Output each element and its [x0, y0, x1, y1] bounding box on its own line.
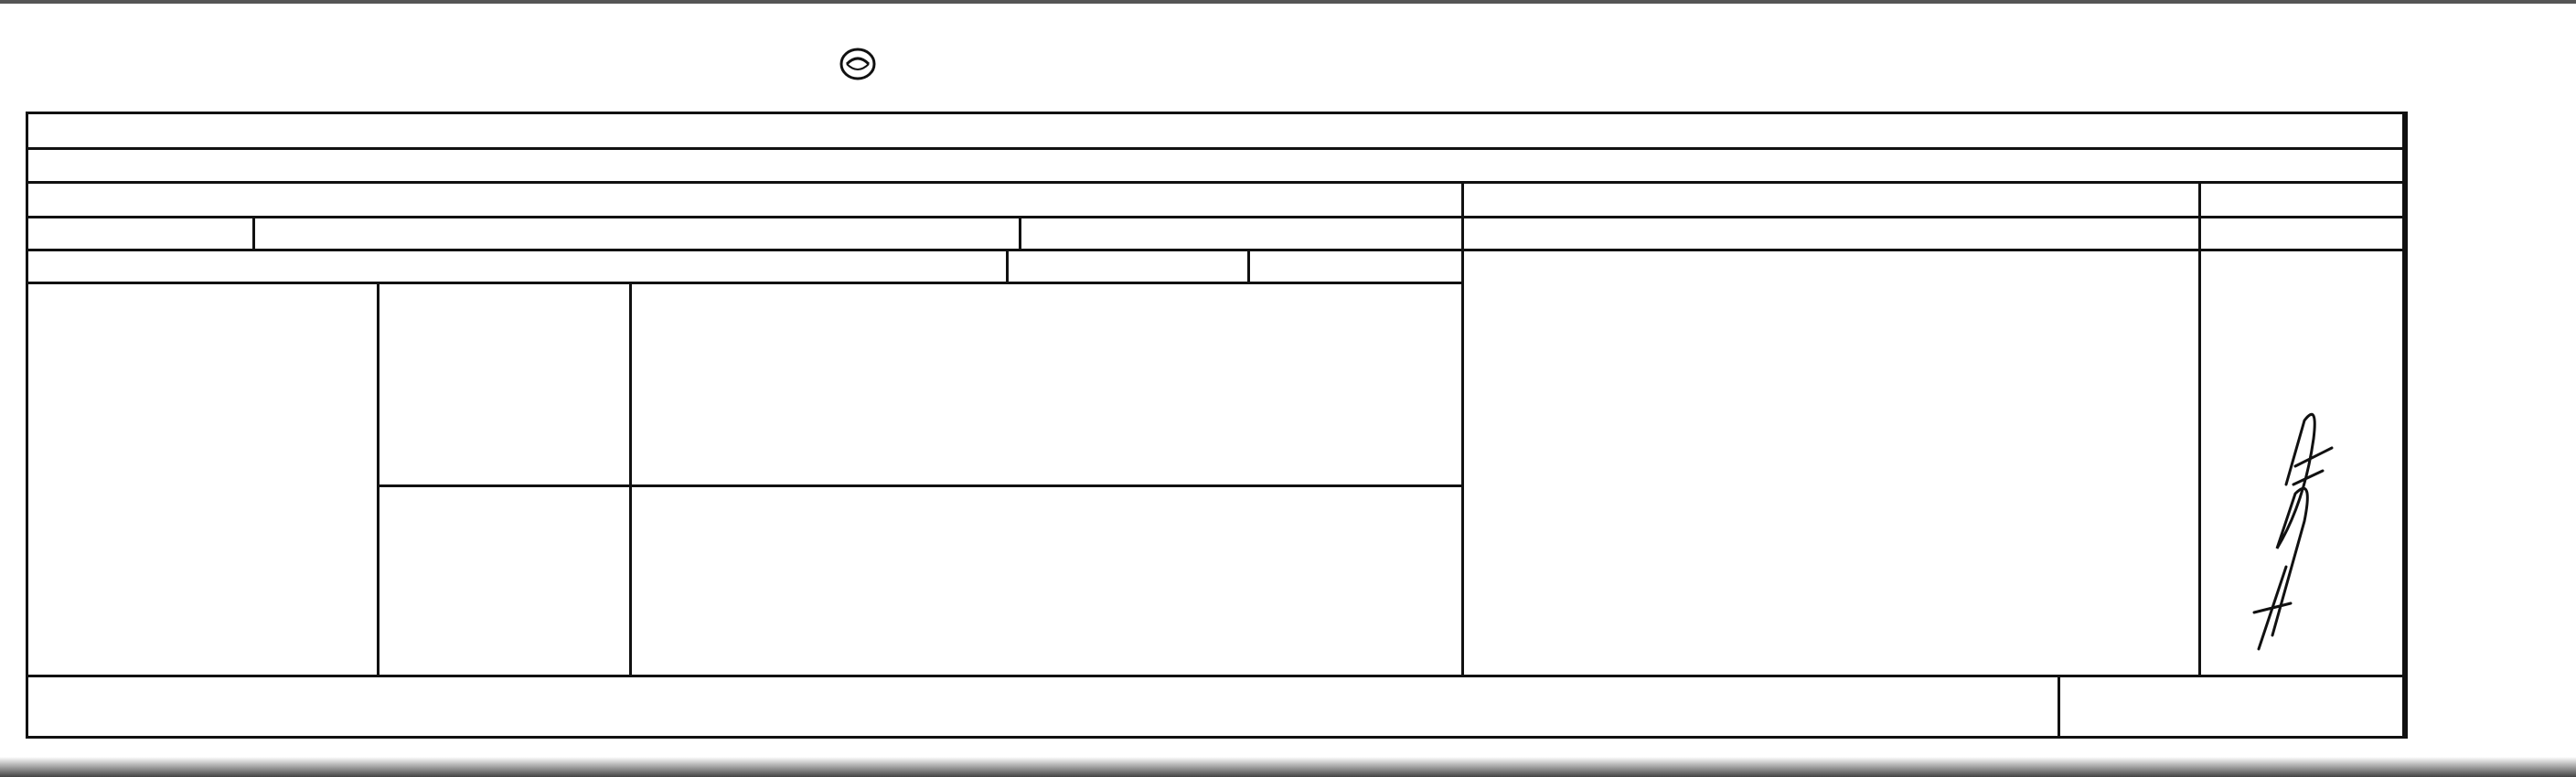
divider-status: [377, 282, 379, 675]
certipostal-logo-icon: [830, 44, 885, 99]
divider-id: [1006, 249, 1009, 282]
scan-top-edge: [0, 0, 2576, 4]
divider-admision: [1019, 216, 1021, 249]
rule-4-right: [1463, 249, 2405, 251]
divider-footer-guia: [2058, 675, 2060, 739]
divider-signature: [1461, 181, 1464, 675]
divider-side: [2405, 112, 2408, 739]
scan-bottom-edge: [0, 757, 2576, 777]
divider-placa: [252, 216, 255, 249]
rule-footer: [26, 675, 2405, 677]
handwritten-signature: [2222, 384, 2350, 658]
divider-visits: [377, 484, 1463, 487]
divider-observaciones: [2198, 181, 2201, 675]
divider-tel: [1247, 249, 1250, 282]
rule-3: [26, 216, 2405, 218]
form-frame: [26, 112, 2405, 739]
rule-1: [26, 147, 2405, 150]
rule-5: [26, 282, 1463, 284]
rule-2: [26, 181, 2405, 184]
barcode-icon: [1500, 35, 2204, 97]
divider-months: [629, 282, 632, 675]
